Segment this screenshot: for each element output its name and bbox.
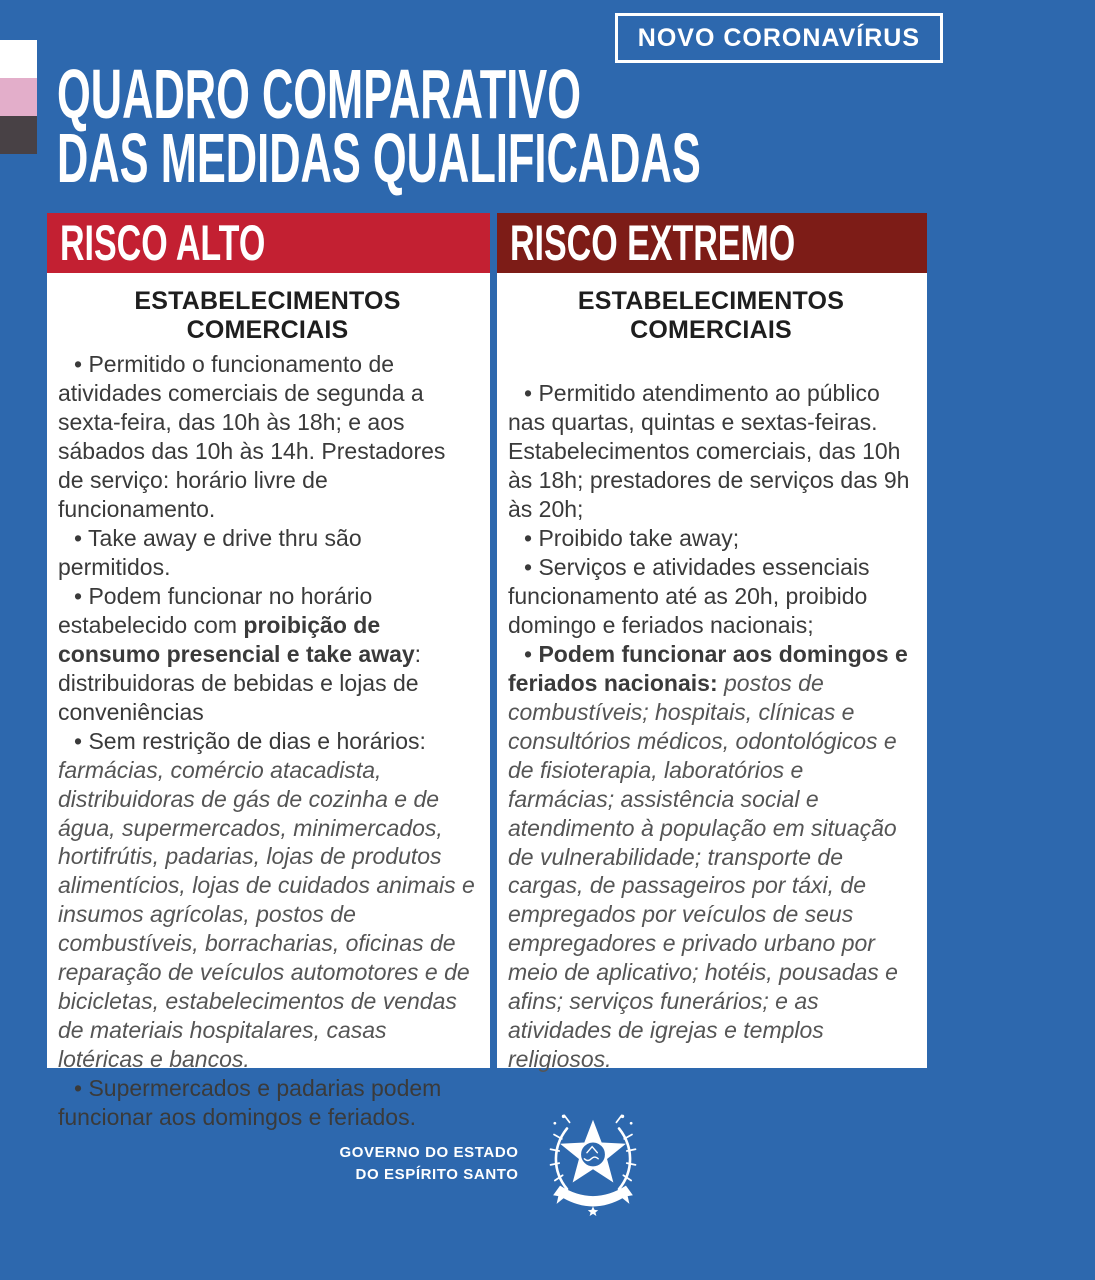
risk-alto-body [47, 273, 490, 1131]
bullet-marker: • [524, 640, 539, 667]
footer [0, 1106, 984, 1222]
bullet-item [58, 350, 477, 524]
text-segment: Sem restrição de dias e horários: [88, 727, 426, 754]
bullet-item [508, 524, 914, 553]
text-segment: Take away e drive thru são permitidos. [58, 524, 362, 580]
bullet-list [508, 379, 914, 1074]
stripe-pink [0, 78, 37, 116]
stripe-dark [0, 116, 37, 154]
bullet-marker: • [524, 553, 539, 580]
text-segment: Permitido atendimento ao público nas quartas, quintas e sextas-feiras. Estabelecimentos comerciais, das 10h às 18h; prestadores de serviços das 9h às 20h; [508, 380, 910, 522]
text-segment: : distribuidoras de bebidas e lojas de conveniências [58, 640, 422, 725]
risk-extremo-header [497, 213, 927, 273]
bullet-item [508, 553, 914, 640]
bullet-marker: • [74, 524, 89, 551]
section-title: ESTABELECIMENTOS COMERCIAIS [134, 287, 401, 344]
bullet-item [508, 640, 914, 1075]
text-segment: proibição de consumo presencial e take away [58, 611, 415, 667]
badge-label: NOVO CORONAVÍRUS [637, 23, 920, 52]
risk-alto-header [47, 213, 490, 273]
novo-coronavirus-badge [615, 13, 943, 63]
bullet-item [58, 727, 477, 1075]
bullet-item [58, 524, 477, 582]
risk-extremo-body [497, 273, 927, 1073]
bullet-marker: • [524, 380, 539, 406]
government-name-line1: GOVERNO DO ESTADO [339, 1143, 519, 1161]
bullet-marker: • [524, 524, 539, 551]
page-title-line2: DAS MEDIDAS QUALIFICADAS [57, 119, 701, 197]
text-segment: Podem funcionar aos domingos e feriados nacionais: [508, 640, 908, 696]
text-segment: farmácias, comércio atacadista, distribuidoras de gás de cozinha e de água, supermercados, minimercados, hortifrútis, padarias, lojas de produtos alimentícios, lojas de cuidados animais e insumos agrícolas, postos de combustíveis, borracharias, oficinas de reparação de veículos automotores e de bicicletas, estabelecimentos de vendas de materiais hospitalares, casas lotéricas e bancos. [58, 756, 475, 1073]
comparison-table [47, 213, 927, 1131]
bullet-marker: • [74, 582, 89, 609]
bullet-marker: • [74, 1075, 89, 1102]
risk-column-alto [47, 213, 490, 1131]
bullet-marker: • [74, 727, 89, 754]
corner-stripes [0, 40, 37, 154]
stripe-white [0, 40, 37, 78]
risk-alto-header-label: RISCO ALTO [60, 215, 266, 271]
government-name-line2: DO ESPÍRITO SANTO [355, 1166, 519, 1183]
section-title: ESTABELECIMENTOS COMERCIAIS [577, 287, 845, 344]
page-title [57, 55, 1095, 197]
page-title-line1: QUADRO COMPARATIVO [57, 55, 582, 133]
text-segment: Permitido o funcionamento de atividades comerciais de segunda a sexta-feira, das 10h às 18h; e aos sábados das 10h às 14h. Prestadores de serviço: horário livre de funcionamento. [58, 351, 446, 522]
government-name [339, 1142, 518, 1187]
espirito-santo-coat-of-arms-icon [541, 1106, 645, 1222]
bullet-list [58, 350, 477, 1132]
text-segment: Proibido take away; [538, 524, 740, 551]
text-segment: Podem funcionar no horário estabelecido com [58, 582, 373, 638]
text-segment: Serviços e atividades essenciais funcionamento até as 20h, proibido domingo e feriados nacionais; [508, 553, 870, 638]
bullet-item [508, 379, 914, 524]
text-segment: Supermercados e padarias podem funcionar aos domingos e feriados. [58, 1075, 442, 1131]
text-segment: postos de combustíveis; hospitais, clínicas e consultórios médicos, odontológicos e de fisioterapia, laboratórios e farmácias; assistência social e atendimento à população em situação de vulnerabilidade; transporte de cargas, de passageiros por táxi, de empregados por veículos de seus empregadores e privado urbano por meio de aplicativo; hotéis, pousadas e afins; serviços funerários; e as atividades de igrejas e templos religiosos. [508, 669, 898, 1073]
bullet-item [58, 582, 477, 727]
bullet-marker: • [74, 351, 89, 377]
risk-column-extremo [497, 213, 927, 1073]
risk-extremo-header-label: RISCO EXTREMO [510, 215, 796, 271]
